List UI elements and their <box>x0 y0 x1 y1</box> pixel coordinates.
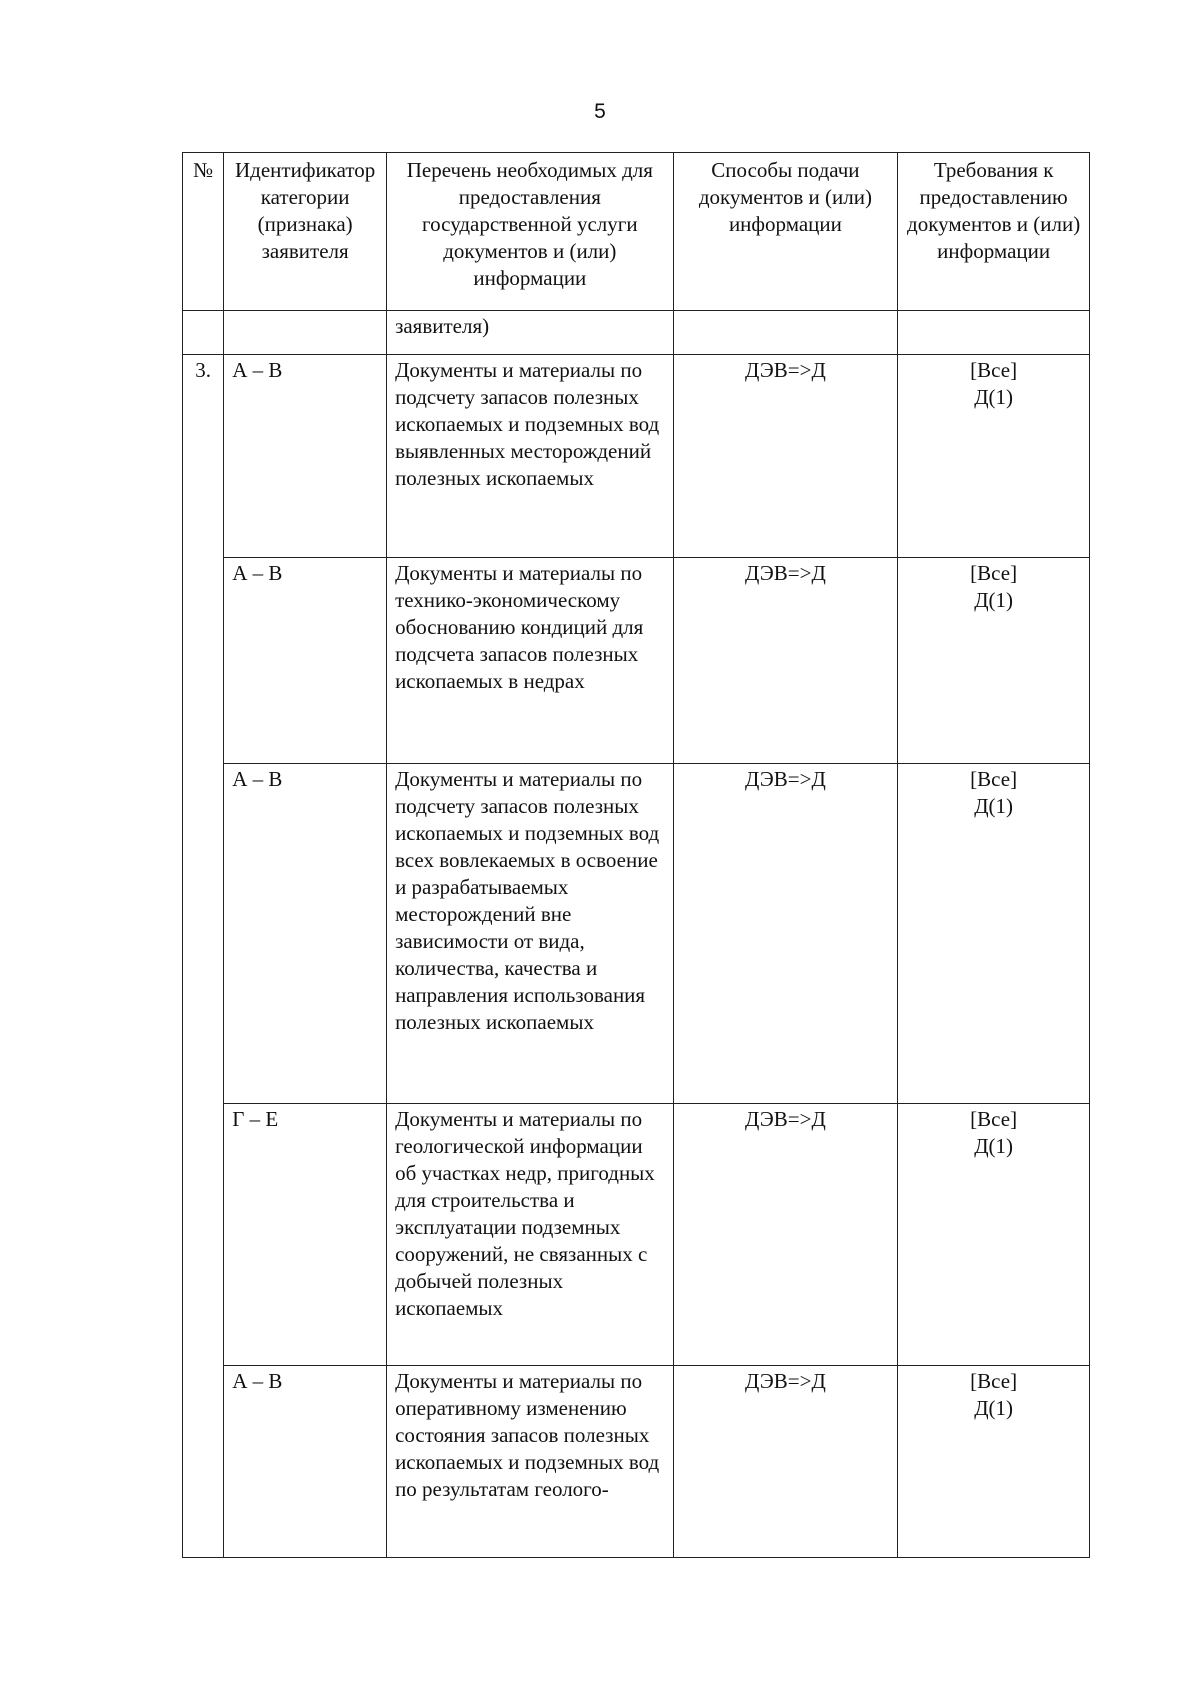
requirements-line-2: Д(1) <box>974 385 1014 409</box>
identifier-cell: Г – Е <box>224 1104 387 1366</box>
requirements-cell <box>898 355 1090 558</box>
identifier-cell: А – В <box>224 355 387 558</box>
continuation-method-cell <box>673 311 898 355</box>
requirements-line-1: [Все] <box>970 358 1018 382</box>
identifier-cell: А – В <box>224 764 387 1104</box>
group-number-cell: 3. <box>183 355 224 1558</box>
method-cell: ДЭВ=>Д <box>673 1104 898 1366</box>
table-row <box>183 558 1090 764</box>
requirements-line-1: [Все] <box>970 767 1018 791</box>
page-number: 5 <box>594 100 606 123</box>
table-row <box>183 355 1090 558</box>
header-identifier: Идентификатор категории (признака) заявителя <box>224 153 387 311</box>
method-cell: ДЭВ=>Д <box>673 1366 898 1558</box>
requirements-cell <box>898 764 1090 1104</box>
documents-cell: Документы и материалы по подсчету запасов полезных ископаемых и подземных вод всех вовлекаемых в освоение и разрабатываемых месторождений вне зависимости от вида, количества, качества и направления использования полезных ископаемых <box>387 764 674 1104</box>
documents-cell: Документы и материалы по геологической информации об участках недр, пригодных для строительства и эксплуатации подземных сооружений, не связанных с добычей полезных ископаемых <box>387 1104 674 1366</box>
identifier-cell: А – В <box>224 1366 387 1558</box>
table-row <box>183 1366 1090 1558</box>
continuation-identifier-cell <box>224 311 387 355</box>
requirements-cell <box>898 1104 1090 1366</box>
continuation-num-cell <box>183 311 224 355</box>
documents-cell: Документы и материалы по оперативному изменению состояния запасов полезных ископаемых и подземных вод по результатам геолого- <box>387 1366 674 1558</box>
documents-cell: Документы и материалы по подсчету запасов полезных ископаемых и подземных вод выявленных месторождений полезных ископаемых <box>387 355 674 558</box>
continuation-row <box>183 311 1090 355</box>
continuation-documents-cell: заявителя) <box>387 311 674 355</box>
header-num: № <box>183 153 224 311</box>
method-cell: ДЭВ=>Д <box>673 355 898 558</box>
method-cell: ДЭВ=>Д <box>673 558 898 764</box>
documents-cell: Документы и материалы по технико-экономическому обоснованию кондиций для подсчета запасов полезных ископаемых в недрах <box>387 558 674 764</box>
continuation-requirements-cell <box>898 311 1090 355</box>
requirements-line-1: [Все] <box>970 561 1018 585</box>
documents-table <box>182 152 1090 1558</box>
requirements-line-1: [Все] <box>970 1107 1018 1131</box>
header-requirements: Требования к предоставлению документов и (или) информации <box>898 153 1090 311</box>
requirements-cell <box>898 1366 1090 1558</box>
requirements-line-2: Д(1) <box>974 794 1014 818</box>
table-row <box>183 1104 1090 1366</box>
requirements-line-2: Д(1) <box>974 588 1014 612</box>
table-row <box>183 764 1090 1104</box>
table-header-row <box>183 153 1090 311</box>
requirements-line-2: Д(1) <box>974 1396 1014 1420</box>
method-cell: ДЭВ=>Д <box>673 764 898 1104</box>
requirements-line-2: Д(1) <box>974 1134 1014 1158</box>
header-methods: Способы подачи документов и (или) информации <box>673 153 898 311</box>
requirements-cell <box>898 558 1090 764</box>
requirements-line-1: [Все] <box>970 1369 1018 1393</box>
header-documents: Перечень необходимых для предоставления государственной услуги документов и (или) информации <box>387 153 674 311</box>
identifier-cell: А – В <box>224 558 387 764</box>
